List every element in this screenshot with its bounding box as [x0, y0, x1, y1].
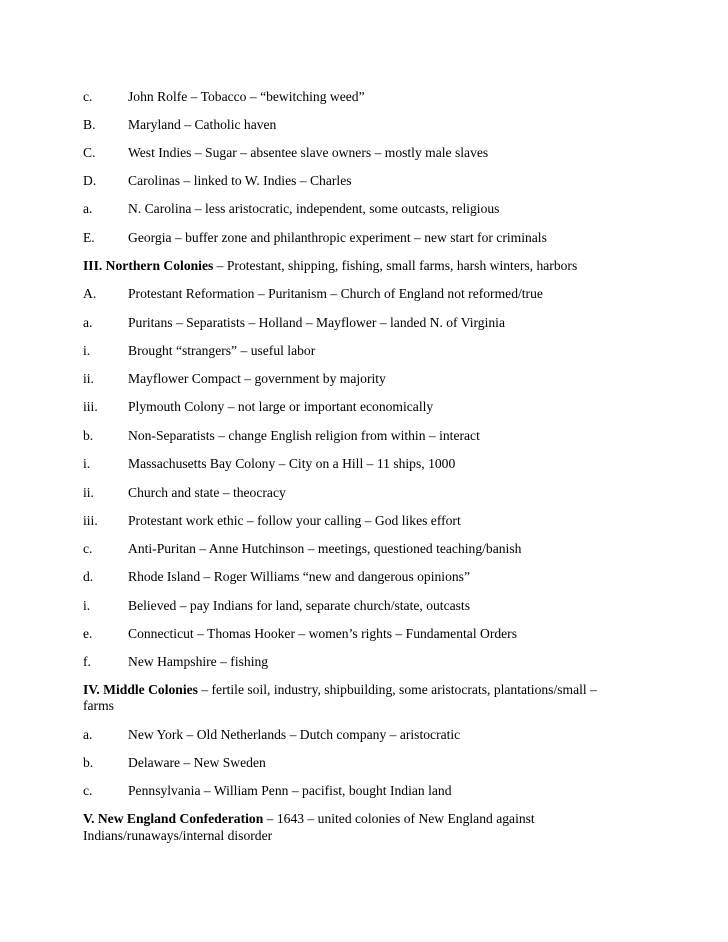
- outline-marker: A.: [83, 286, 97, 301]
- outline-text: Church and state – theocracy: [128, 485, 286, 500]
- outline-text: Georgia – buffer zone and philanthropic experiment – new start for criminals: [128, 230, 547, 245]
- outline-marker: iii.: [83, 399, 98, 414]
- outline-text: Plymouth Colony – not large or important economically: [128, 399, 434, 414]
- outline-text: New Hampshire – fishing: [128, 654, 269, 669]
- outline-text: Massachusetts Bay Colony – City on a Hill – 11 ships, 1000: [128, 456, 456, 471]
- outline-text: Puritans – Separatists – Holland – Mayflower – landed N. of Virginia: [128, 315, 505, 330]
- outline-text: Believed – pay Indians for land, separate church/state, outcasts: [128, 598, 470, 613]
- outline-text: Connecticut – Thomas Hooker – women’s rights – Fundamental Orders: [128, 626, 517, 641]
- section-heading-northern-colonies: [83, 257, 643, 274]
- section-summary: – fertile soil, industry, shipbuilding, some aristocrats, plantations/small –: [197, 682, 597, 697]
- outline-marker: e.: [83, 626, 93, 641]
- outline-text: Maryland – Catholic haven: [128, 117, 277, 132]
- outline-marker: i.: [83, 598, 91, 613]
- outline-marker: c.: [83, 89, 93, 104]
- section-summary-continued: farms: [83, 698, 114, 713]
- outline-text: West Indies – Sugar – absentee slave owners – mostly male slaves: [128, 145, 489, 160]
- outline-text: Delaware – New Sweden: [128, 755, 266, 770]
- section-heading-continuation: [83, 827, 643, 844]
- outline-marker: f.: [83, 654, 91, 669]
- outline-marker: a.: [83, 727, 93, 742]
- section-summary-continued: Indians/runaways/internal disorder: [83, 828, 273, 843]
- outline-text: Mayflower Compact – government by majority: [128, 371, 386, 386]
- outline-text: Protestant Reformation – Puritanism – Church of England not reformed/true: [128, 286, 543, 301]
- section-heading-new-england-confederation: [83, 810, 643, 827]
- outline-text: N. Carolina – less aristocratic, independent, some outcasts, religious: [128, 201, 500, 216]
- outline-marker: B.: [83, 117, 96, 132]
- outline-marker: a.: [83, 201, 93, 216]
- outline-text: Protestant work ethic – follow your calling – God likes effort: [128, 513, 461, 528]
- outline-marker: b.: [83, 428, 94, 443]
- outline-text: Rhode Island – Roger Williams “new and dangerous opinions”: [128, 569, 471, 584]
- outline-marker: i.: [83, 343, 91, 358]
- outline-marker: c.: [83, 783, 93, 798]
- outline-text: Brought “strangers” – useful labor: [128, 343, 316, 358]
- outline-text: Carolinas – linked to W. Indies – Charles: [128, 173, 352, 188]
- outline-text: Anti-Puritan – Anne Hutchinson – meetings, questioned teaching/banish: [128, 541, 522, 556]
- section-summary: – 1643 – united colonies of New England against: [263, 811, 535, 826]
- section-title: III. Northern Colonies: [83, 258, 214, 273]
- outline-marker: ii.: [83, 485, 94, 500]
- outline-marker: C.: [83, 145, 96, 160]
- outline-marker: b.: [83, 755, 94, 770]
- outline-marker: a.: [83, 315, 93, 330]
- outline-marker: d.: [83, 569, 94, 584]
- outline-text: Non-Separatists – change English religion from within – interact: [128, 428, 480, 443]
- outline-text: Pennsylvania – William Penn – pacifist, bought Indian land: [128, 783, 452, 798]
- outline-marker: iii.: [83, 513, 98, 528]
- section-heading-middle-colonies: [83, 681, 643, 698]
- outline-marker: E.: [83, 230, 95, 245]
- section-heading-continuation: [83, 697, 643, 714]
- outline-marker: D.: [83, 173, 97, 188]
- section-title: IV. Middle Colonies: [83, 682, 198, 697]
- outline-text: John Rolfe – Tobacco – “bewitching weed”: [128, 89, 365, 104]
- outline-text: New York – Old Netherlands – Dutch company – aristocratic: [128, 727, 461, 742]
- section-title: V. New England Confederation: [83, 811, 264, 826]
- section-summary: – Protestant, shipping, fishing, small farms, harsh winters, harbors: [213, 258, 578, 273]
- outline-marker: c.: [83, 541, 93, 556]
- outline-marker: ii.: [83, 371, 94, 386]
- outline-marker: i.: [83, 456, 91, 471]
